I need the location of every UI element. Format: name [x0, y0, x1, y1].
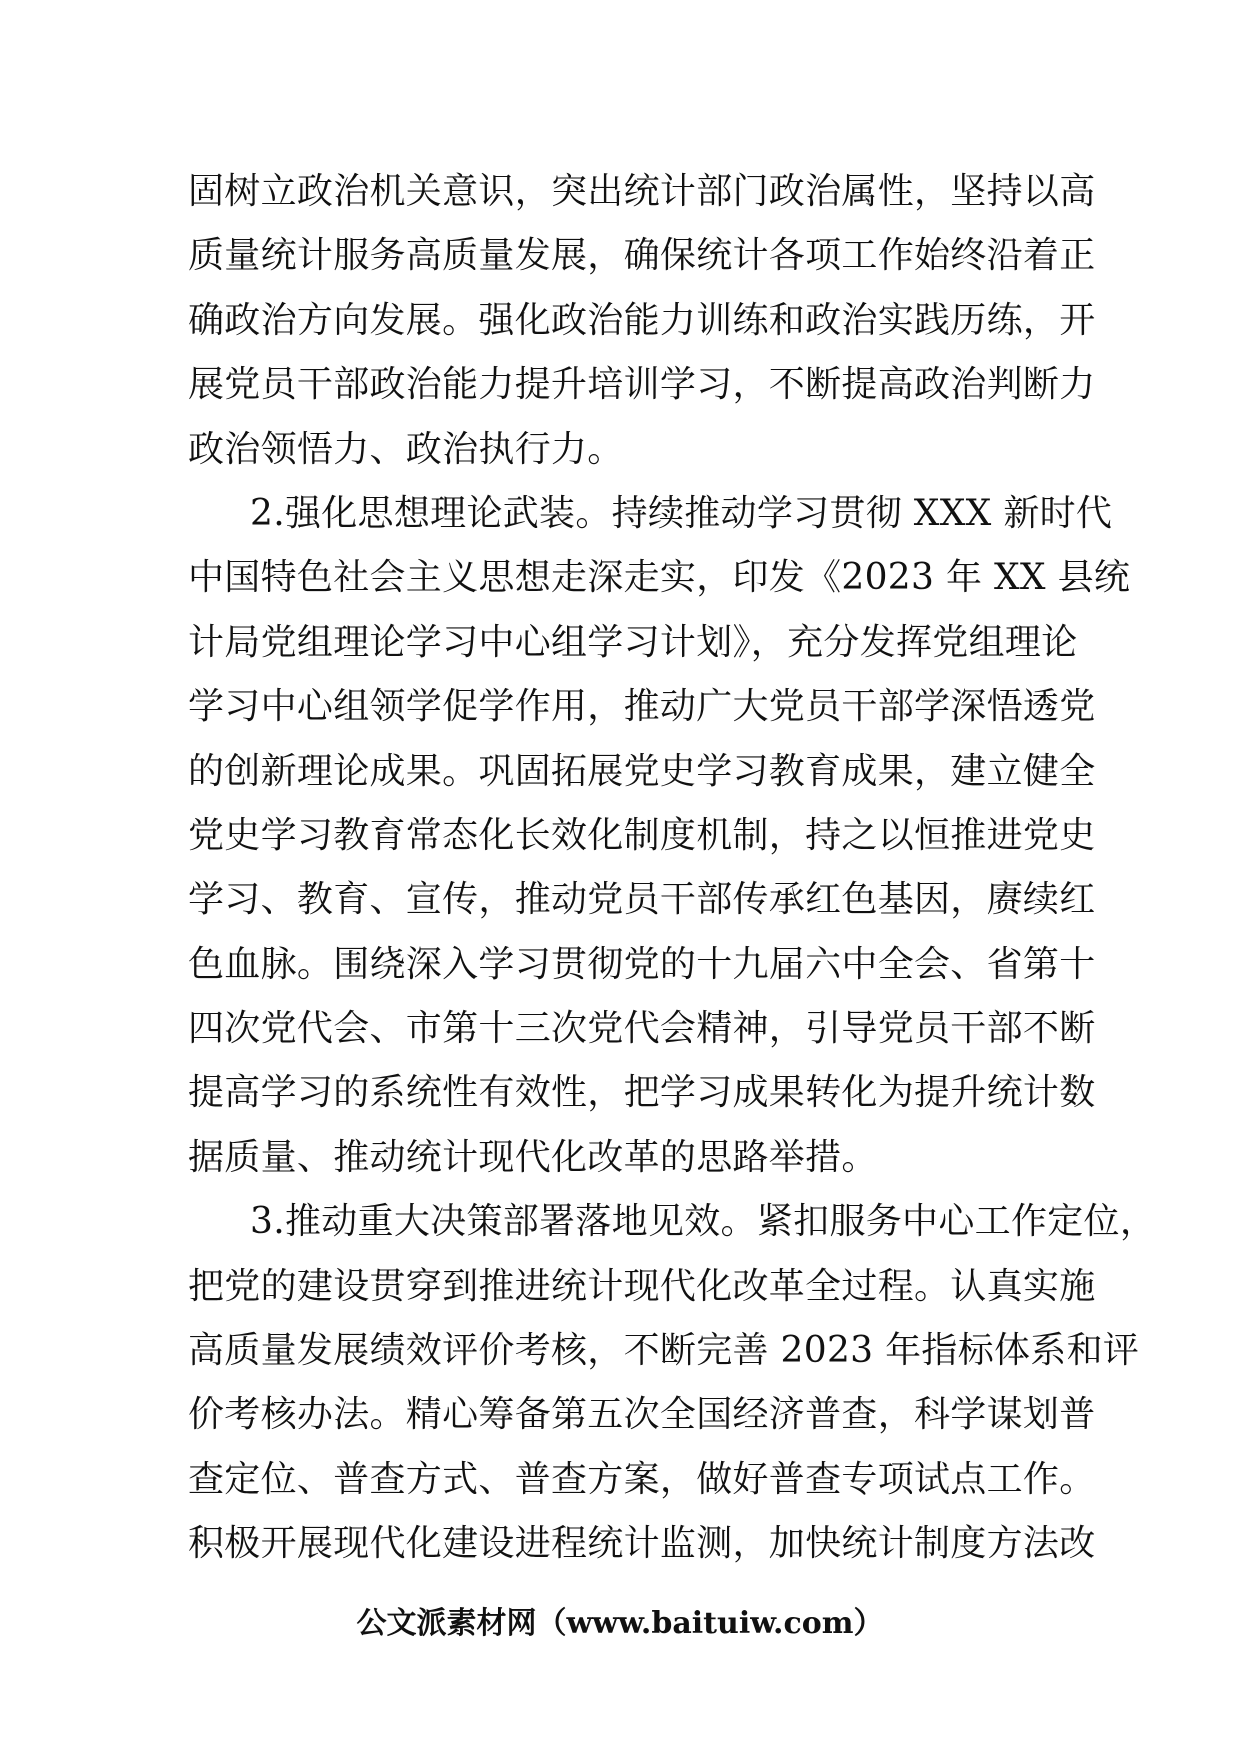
text-line: 计局党组理论学习中心组学习计划》，充分发挥党组理论: [188, 621, 1078, 663]
text-line: 四次党代会、市第十三次党代会精神，引导党员干部不断: [188, 1008, 1096, 1050]
text-line: 积极开展现代化建设进程统计监测，加快统计制度方法改: [188, 1523, 1096, 1565]
text-line: 查定位、普查方式、普查方案，做好普查专项试点工作。: [188, 1458, 1096, 1500]
text-line: 据质量、推动统计现代化改革的思路举措。: [188, 1136, 878, 1178]
text-line: 高质量发展绩效评价考核，不断完善 2023 年指标体系和评: [188, 1330, 1140, 1372]
text-line: 展党员干部政治能力提升培训学习，不断提高政治判断力: [188, 364, 1096, 406]
text-line: 政治领悟力、政治执行力。: [188, 428, 624, 470]
section-2-heading-line: 2.强化思想理论武装。持续推动学习贯彻 XXX 新时代: [250, 492, 1113, 534]
text-line: 提高学习的系统性有效性，把学习成果转化为提升统计数: [188, 1072, 1096, 1114]
text-line: 固树立政治机关意识，突出统计部门政治属性，坚持以高: [188, 171, 1096, 212]
page-footer-source: 公文派素材网（www.baituiw.com）: [356, 1606, 884, 1641]
text-line: 的创新理论成果。巩固拓展党史学习教育成果，建立健全: [188, 750, 1096, 792]
text-line: 色血脉。围绕深入学习贯彻党的十九届六中全会、省第十: [188, 943, 1096, 985]
text-line: 把党的建设贯穿到推进统计现代化改革全过程。认真实施: [188, 1265, 1096, 1307]
text-line: 确政治方向发展。强化政治能力训练和政治实践历练，开: [188, 299, 1096, 341]
section-3-heading-line: 3.推动重大决策部署落地见效。紧扣服务中心工作定位，: [250, 1201, 1157, 1243]
text-line: 学习、教育、宣传，推动党员干部传承红色基因，赓续红: [188, 879, 1096, 921]
text-line: 学习中心组领学促学作用，推动广大党员干部学深悟透党: [188, 686, 1096, 728]
text-line: 质量统计服务高质量发展，确保统计各项工作始终沿着正: [188, 235, 1096, 277]
text-line: 价考核办法。精心筹备第五次全国经济普查，科学谋划普: [188, 1394, 1096, 1436]
text-line: 党史学习教育常态化长效化制度机制，持之以恒推进党史: [188, 814, 1096, 856]
document-body: [188, 160, 1157, 1577]
text-line: 中国特色社会主义思想走深走实，印发《2023 年 XX 县统: [188, 557, 1131, 599]
